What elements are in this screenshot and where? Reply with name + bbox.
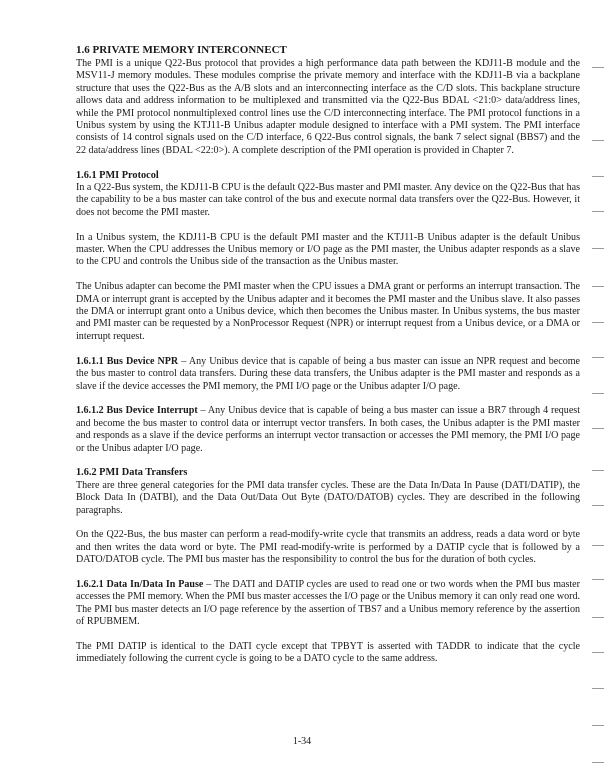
- margin-mark: [592, 762, 604, 763]
- margin-mark: [592, 176, 604, 177]
- margin-mark: [592, 688, 604, 689]
- margin-mark: [592, 322, 604, 323]
- margin-mark: [592, 545, 604, 546]
- subsection-heading-data-transfers: 1.6.2 PMI Data Transfers: [76, 467, 188, 479]
- margin-mark: [592, 211, 604, 212]
- paragraph: On the Q22-Bus, the bus master can perform a read-modify-write cycle that transmits an address, reads a data word or byte and then writes the data word or byte. The PMI read-modify-write is performed by a DATIP cycle that is followed by a DATO/DATOB cycle. The PMI bus master has the responsibility to control the bus for the duration of both cycles.: [76, 529, 580, 566]
- npr-text: – Any Unibus device that is capable of being a bus master can issue an NPR request and become the bus master to control data transfers. During these data transfers, the Unibus adapter is the PMI master and responds as a slave if the device accesses the PMI memory, the PMI I/O page or the Unibus adapter I/O page.: [76, 355, 580, 392]
- page-number: 1-34: [292, 736, 312, 747]
- npr-heading: 1.6.1.1 Bus Device NPR: [76, 355, 179, 367]
- margin-mark: [592, 428, 604, 429]
- margin-mark: [592, 579, 604, 580]
- margin-mark: [592, 248, 604, 249]
- section-intro: The PMI is a unique Q22-Bus protocol that provides a high performance data path between the KDJ11-B module and the MSV11-J memory modules. These modules comprise the private memory and interface with the KDJ11-B via a backplane structure that uses the Q22-Bus as the A/B slots and an interconnecting interface as the C/D slots. This backplane structure allows data and address information to be multiplexed and transmitted via the Q22-Bus BDAL <21:0> data/address lines, while the PMI protocol nonmultiplexed control lines use the C/D interconnecting interface. The PMI protocol functions in a Unibus system by using the KTJ11-B Unibus adapter module designed to interface with a PMI system. The PMI interface consists of 14 control signals used on the C/D interface, 6 Q22-Bus control signals, the bank 7 select signal (BBS7) and the 22 data/address lines (BDAL <22:0>). A complete description of the PMI operation is provided in Chapter 7.: [76, 58, 580, 156]
- subsection-heading-pmi-protocol: 1.6.1 PMI Protocol: [76, 169, 159, 181]
- section-heading: 1.6 PRIVATE MEMORY INTERCONNECT: [76, 44, 287, 56]
- margin-mark: [592, 140, 604, 141]
- margin-mark: [592, 505, 604, 506]
- page-content: [76, 44, 580, 666]
- interrupt-paragraph: [76, 405, 580, 455]
- paragraph: The Unibus adapter can become the PMI master when the CPU issues a DMA grant or performs an interrupt transaction. The DMA or interrupt grant is accepted by the Unibus adapter and it becomes the PMI master and the Unibus slave. It also passes the DMA or interrupt grant onto a Unibus device, which then becomes the Unibus master. In Unibus systems, the bus master and PMI master can be requested by a NonProcessor Request (NPR) or interrupt request from a Unibus device, or a DMA or interrupt request.: [76, 281, 580, 342]
- margin-mark: [592, 357, 604, 358]
- margin-mark: [592, 725, 604, 726]
- paragraph: The PMI DATIP is identical to the DATI cycle except that TPBYT is asserted with TADDR to indicate that the cycle immediately following the current cycle is going to be a DATO cycle to the same address.: [76, 640, 580, 665]
- margin-mark: [592, 286, 604, 287]
- margin-mark: [592, 393, 604, 394]
- margin-mark: [592, 617, 604, 618]
- npr-paragraph: [76, 356, 580, 393]
- margin-mark: [592, 470, 604, 471]
- paragraph: In a Unibus system, the KDJ11-B CPU is the default PMI master and the KTJ11-B Unibus adapter is the default Unibus master. When the CPU addresses the Unibus memory or I/O page as the PMI master, the Unibus adapter responds as a slave to the CPU and controls the Unibus side of the transaction as the Unibus master.: [76, 231, 580, 268]
- paragraph: There are three general categories for the PMI data transfer cycles. These are the Data In/Data In Pause (DATI/DATIP), the Block Data In (DATBI), and the Data Out/Data Out Byte (DATO/DATOB) cycles. They are described in the following paragraphs.: [76, 479, 580, 516]
- data-in-pause-paragraph: [76, 579, 580, 629]
- margin-mark: [592, 652, 604, 653]
- data-in-pause-heading: 1.6.2.1 Data In/Data In Pause: [76, 578, 204, 590]
- data-in-pause-text: – The DATI and DATIP cycles are used to read one or two words when the PMI bus master accesses the PMI memory. When the PMI bus master accesses the I/O page or the Unibus memory it can only read one word. The PMI bus master detects an I/O page reference by the assertion of TBS7 and a Unibus memory reference by the assertion of RPUBMEM.: [76, 578, 580, 628]
- margin-mark: [592, 67, 604, 68]
- paragraph: In a Q22-Bus system, the KDJ11-B CPU is the default Q22-Bus master and PMI master. Any device on the Q22-Bus that has the capability to be a bus master can take control of the bus and execute normal data transfers over the Q22-Bus. However, it does not become the PMI master.: [76, 182, 580, 218]
- interrupt-heading: 1.6.1.2 Bus Device Interrupt: [76, 405, 198, 417]
- interrupt-text: – Any Unibus device that is capable of being a bus master can issue a BR7 through 4 request and become the bus master to control data or interrupt vector transfers. In both cases, the Unibus adapter is the PMI master and responds as a slave if the device performs an interrupt vector transaction or accesses the PMI memory, the PMI I/O page or the Unibus adapter I/O page.: [76, 405, 580, 454]
